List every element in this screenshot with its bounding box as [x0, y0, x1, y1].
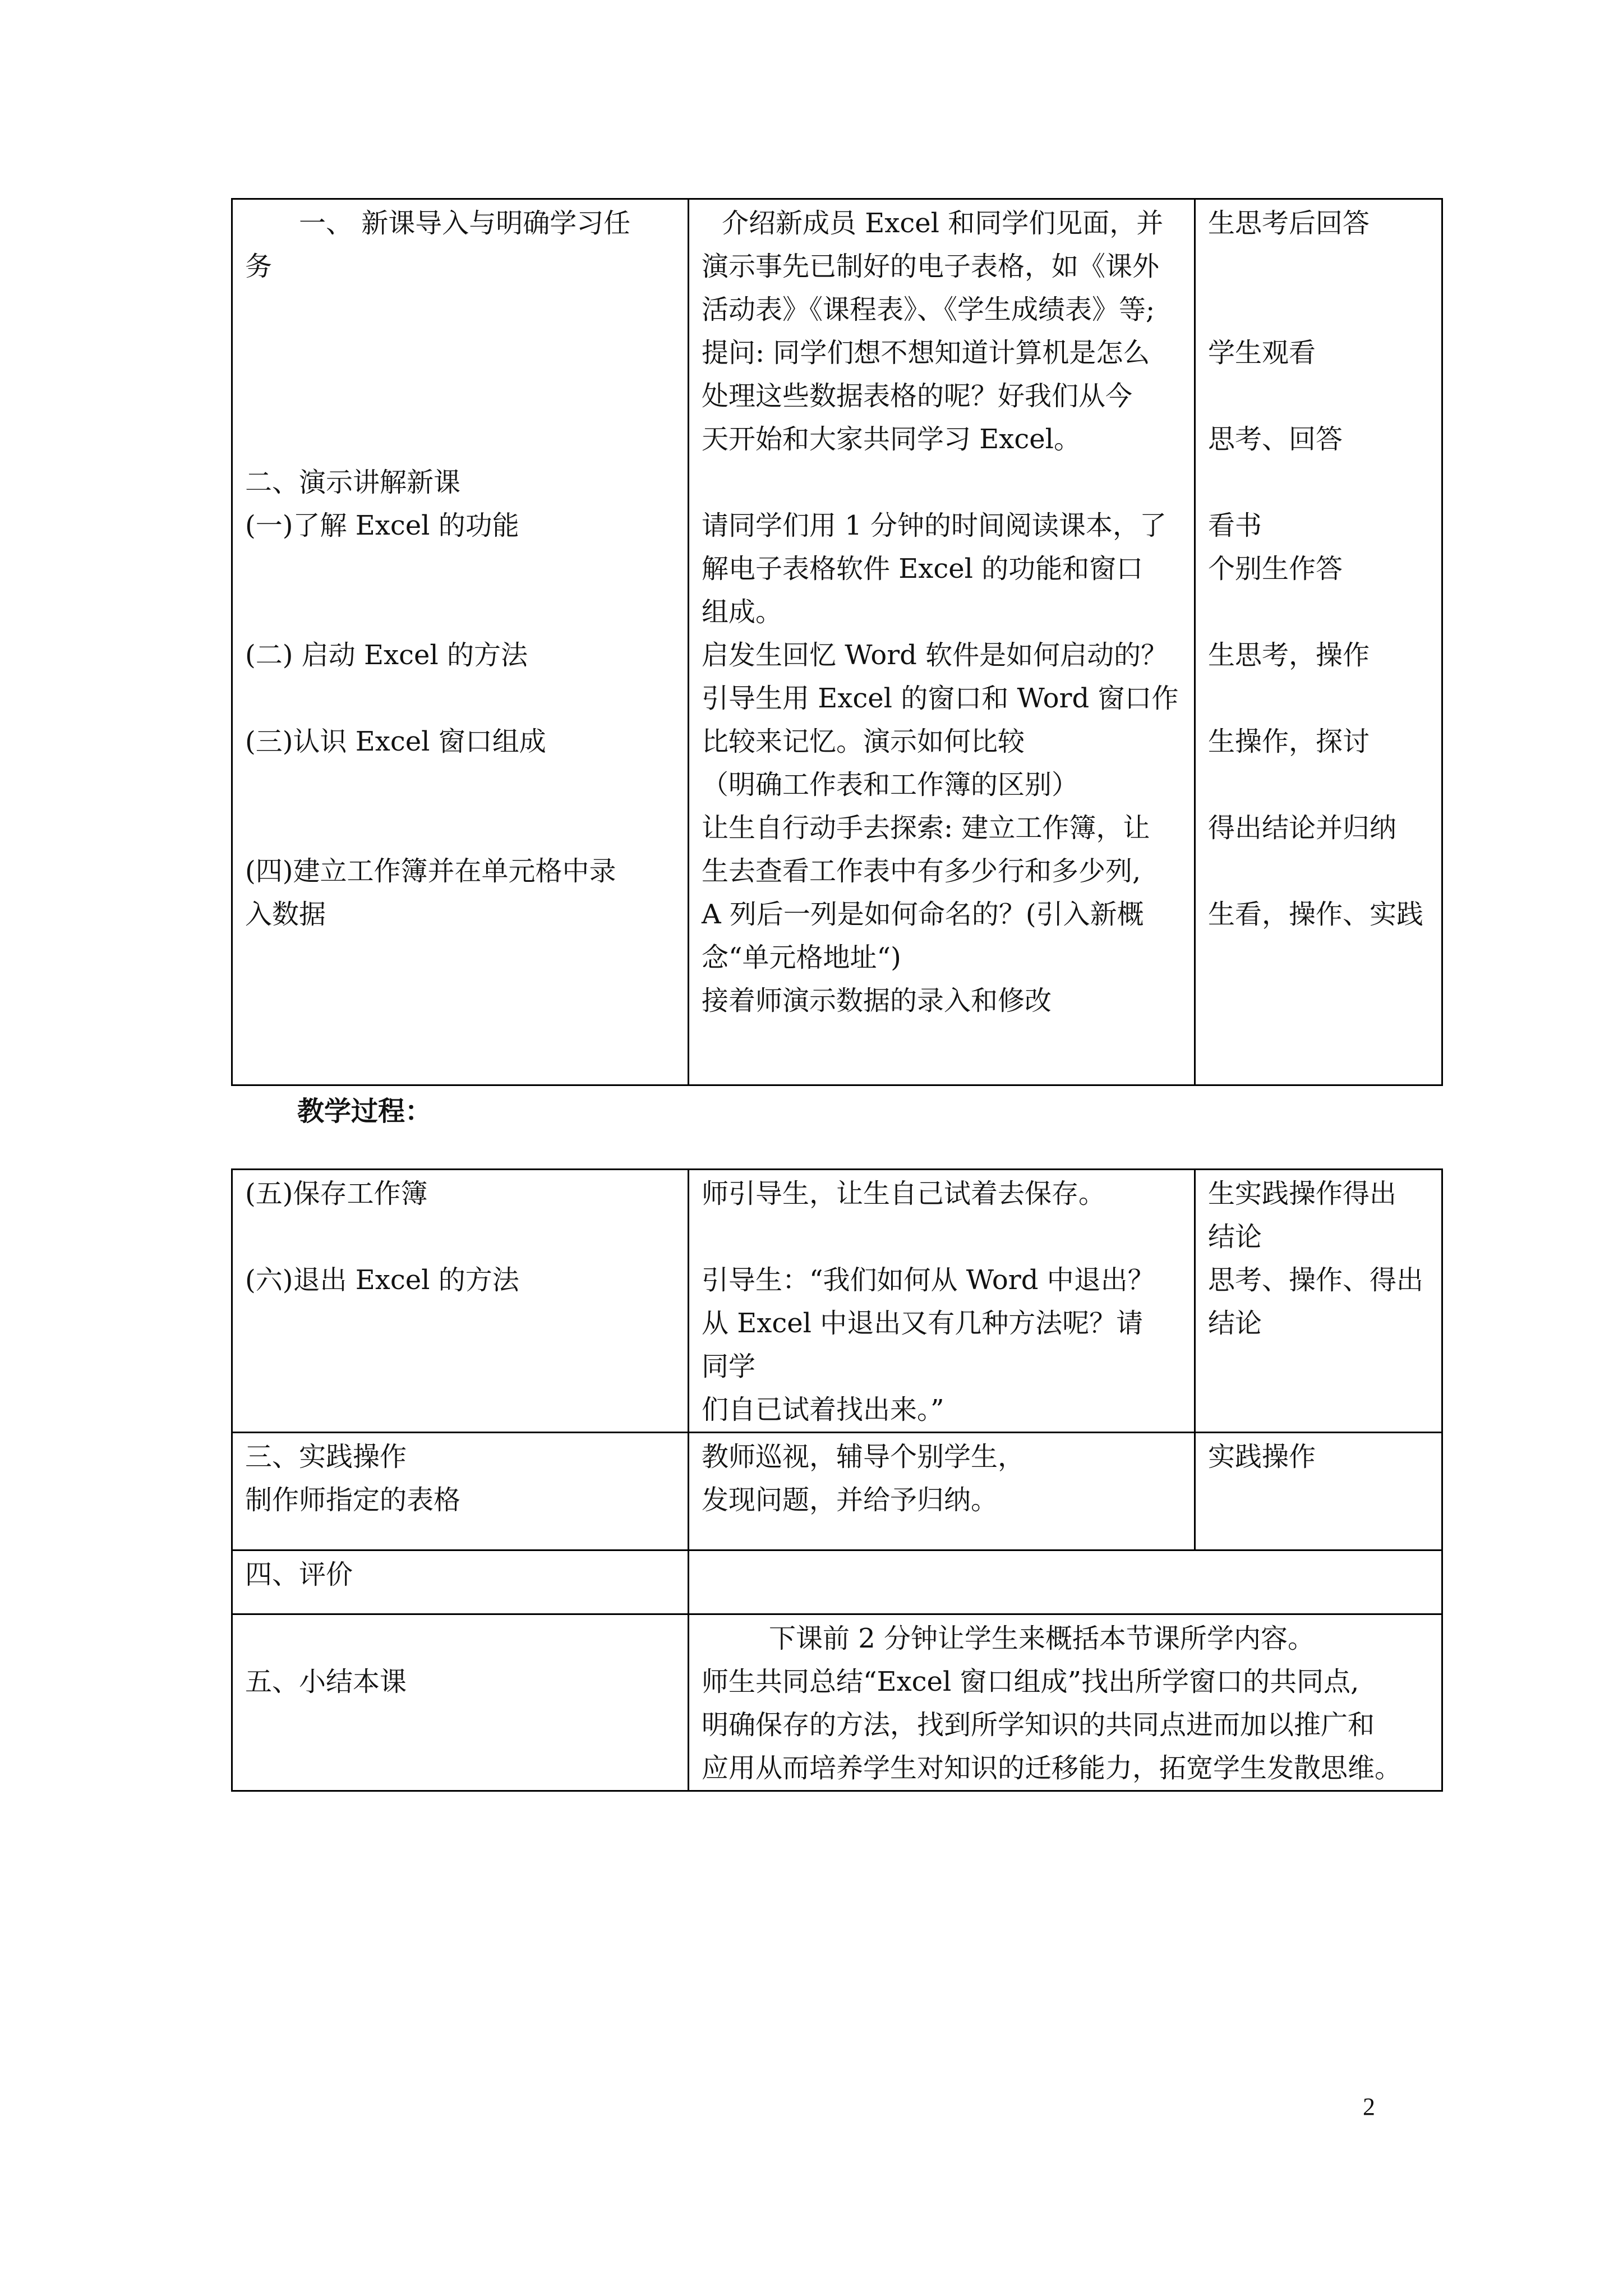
table1-col3-line: 生思考后回答 [1208, 208, 1370, 239]
table2-row2-col1-line: 三、实践操作 [245, 1441, 407, 1473]
table1-col2-line: 生去查看工作表中有多少行和多少列, [702, 855, 1141, 887]
table1-col3-line [1208, 375, 1429, 418]
table1-col2-line: 引导生用 Excel 的窗口和 Word 窗口作 [702, 683, 1179, 714]
table1-col3-line: 学生观看 [1208, 337, 1316, 369]
table-row [232, 199, 1442, 1085]
table1-col2-line: 启发生回忆 Word 软件是如何启动的？ [702, 639, 1168, 671]
table1-col2-line: 比较来记忆。演示如何比较 [702, 726, 1025, 757]
table2-row2-col1-cell [232, 1433, 689, 1550]
table2-row2-col3-cell [1195, 1433, 1442, 1550]
table-row [232, 1550, 1442, 1614]
table1-col2-cell [689, 199, 1195, 1085]
table1-col3-line [1208, 245, 1429, 288]
table1-col3-line: 生看，操作、实践 [1208, 899, 1424, 930]
table1-col2-line: 处理这些数据表格的呢？好我们从今 [702, 380, 1133, 412]
table1-col1-line [245, 332, 675, 375]
table2-row2-col2-line: 发现问题，并给予归纳。 [702, 1484, 998, 1516]
table2-row1-col2-line: 师引导生，让生自己试着去保存。 [702, 1178, 1106, 1209]
table2-row4-col2-line: 下课前 2 分钟让学生来概括本节课所学内容。 [769, 1623, 1315, 1654]
table1-col1-line: 务 [245, 251, 273, 282]
lesson-table-1 [231, 198, 1443, 1086]
table1-col3-line [1208, 850, 1429, 893]
table1-col2-line: 演示事先已制好的电子表格，如《课外 [702, 251, 1160, 282]
table1-col2-line: 让生自行动手去探索: 建立工作簿，让 [702, 812, 1150, 844]
table1-col3-line [1208, 288, 1429, 332]
table1-col2-line: 提问: 同学们想不想知道计算机是怎么 [702, 337, 1150, 369]
table1-col3-cell [1195, 199, 1442, 1085]
table1-col3-line: 得出结论并归纳 [1208, 812, 1397, 844]
table1-col2-line: 请同学们用 1 分钟的时间阅读课本，了 [702, 510, 1167, 541]
table1-col2-line: A 列后一列是如何命名的？(引入新概 [702, 899, 1144, 930]
table1-col3-line [1208, 591, 1429, 634]
table2-row2-col3-line: 实践操作 [1208, 1441, 1316, 1473]
table1-col1-line [245, 807, 675, 850]
table1-col1-line [245, 591, 675, 634]
table2-row1-col3-line: 生实践操作得出 [1208, 1178, 1397, 1209]
table2-row1-col1-line: (六)退出 Excel 的方法 [245, 1264, 519, 1296]
table1-col1-cell [232, 199, 689, 1085]
table1-col1-line: (一)了解 Excel 的功能 [245, 510, 519, 541]
lesson-table-2 [231, 1168, 1443, 1792]
table1-col1-line: (三)认识 Excel 窗口组成 [245, 726, 546, 757]
table1-col3-line [1208, 461, 1429, 504]
table2-row3-col1-line: 四、评价 [245, 1559, 353, 1590]
table1-col1-line: 一、 新课导入与明确学习任 [299, 208, 631, 239]
table1-col2-line: （明确工作表和工作簿的区别） [702, 769, 1079, 800]
table-row [232, 1170, 1442, 1433]
table2-row1-col3-line: 结论 [1208, 1221, 1262, 1253]
table1-col3-line: 看书 [1208, 510, 1262, 541]
table1-col1-line: 二、演示讲解新课 [245, 467, 461, 498]
table1-col1-line: 入数据 [245, 899, 326, 930]
table2-row1-col1-cell [232, 1170, 689, 1433]
table1-col3-line [1208, 677, 1429, 720]
page-number: 2 [1363, 2093, 1375, 2120]
table1-col2-line: 活动表》《课程表》、《学生成绩表》等; [702, 294, 1155, 325]
table1-col1-line [245, 547, 675, 591]
table2-row4-col2-line: 应用从而培养学生对知识的迁移能力，拓宽学生发散思维。 [702, 1752, 1402, 1784]
table2-row1-col3-line: 结论 [1208, 1308, 1262, 1339]
table2-row1-col3-cell [1195, 1170, 1442, 1433]
table1-col2-line: 介绍新成员 Excel 和同学们见面，并 [722, 208, 1164, 239]
table1-col2-line: 解电子表格软件 Excel 的功能和窗口 [702, 553, 1144, 585]
table2-row1-col2-line [702, 1216, 1182, 1259]
table-row [232, 1614, 1442, 1791]
table1-col3-line: 生操作，探讨 [1208, 726, 1370, 757]
table2-row2-col2-cell [689, 1433, 1195, 1550]
table1-col2-line [702, 461, 1182, 504]
table1-col1-line: (四)建立工作簿并在单元格中录 [245, 855, 616, 887]
table2-row1-col2-cell [689, 1170, 1195, 1433]
table-row [232, 1433, 1442, 1550]
table1-col3-line [1208, 763, 1429, 807]
section-heading: 教学过程： [297, 1096, 432, 1127]
table2-row1-col3-line: 思考、操作、得出 [1208, 1264, 1424, 1296]
table1-col2-line: 天开始和大家共同学习 Excel。 [702, 424, 1081, 455]
table2-row4-col2-line: 师生共同总结“Excel 窗口组成”找出所学窗口的共同点, [702, 1666, 1359, 1697]
table1-col3-line: 个别生作答 [1208, 553, 1343, 585]
table2-row4-col2-line: 明确保存的方法，找到所学知识的共同点进而加以推广和 [702, 1709, 1375, 1741]
table1-col1-line [245, 418, 675, 461]
table1-col1-line [245, 375, 675, 418]
table2-row4-col1-cell [232, 1614, 689, 1791]
table1-col2-line: 念“单元格地址“) [702, 942, 901, 973]
table2-row4-col1-line: 五、小结本课 [245, 1666, 407, 1697]
table1-col1-line [245, 677, 675, 720]
table1-col1-line [245, 763, 675, 807]
table1-col1-line: (二) 启动 Excel 的方法 [245, 639, 528, 671]
table2-row1-col1-line [245, 1216, 675, 1259]
table1-col3-line: 生思考，操作 [1208, 639, 1370, 671]
table1-col1-line [245, 288, 675, 332]
table2-row3-empty-cell [689, 1550, 1442, 1614]
table2-row2-col1-line: 制作师指定的表格 [245, 1484, 461, 1516]
table1-col2-line: 组成。 [702, 596, 783, 628]
table2-row3-col1-cell [232, 1550, 689, 1614]
table2-row1-col1-line: (五)保存工作簿 [245, 1178, 428, 1209]
table2-row1-col2-line: 引导生：“我们如何从 Word 中退出？ [702, 1264, 1155, 1296]
table2-row2-col2-line: 教师巡视，辅导个别学生， [702, 1441, 1025, 1473]
table2-row1-col2-line: 们自已试着找出来。” [702, 1394, 944, 1425]
table2-row4-col2-cell [689, 1614, 1442, 1791]
table2-row1-col2-line: 同学 [702, 1351, 756, 1382]
table1-col2-line: 接着师演示数据的录入和修改 [702, 985, 1052, 1016]
table1-col3-line: 思考、回答 [1208, 424, 1343, 455]
table2-row1-col2-line: 从 Excel 中退出又有几种方法呢？请 [702, 1308, 1144, 1339]
